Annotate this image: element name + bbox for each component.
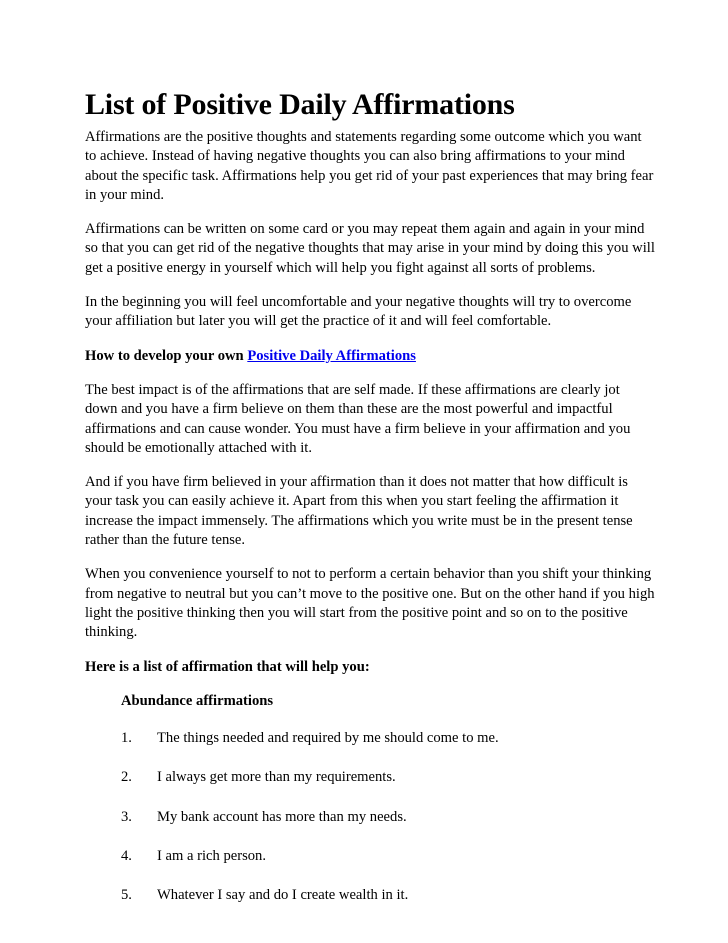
list-item — [121, 886, 655, 905]
list-item-number: 2. — [121, 769, 132, 786]
list-item — [121, 768, 655, 787]
paragraph-intro: Affirmations are the positive thoughts and statements regarding some outcome which you want to achieve. Instead of having negative thoughts you can also bring affirmations to your mind about the specific task. Affirmations help you get rid of your past experiences that may bring fear in your mind. — [85, 129, 654, 203]
document-title: List of Positive Daily Affirmations — [85, 88, 515, 121]
list-item-text: The things needed and required by me should come to me. — [157, 730, 499, 747]
paragraph-belief: And if you have firm believed in your affirmation than it does not matter that how difficult is your task you can easily achieve it. Apart from this when you start feeling the affirmation it increase the impact immensely. The affirmations which you write must be in the present tense rather than the future tense. — [85, 474, 633, 549]
list-item — [121, 808, 655, 827]
how-to-heading — [85, 347, 655, 366]
list-item-text: I am a rich person. — [157, 848, 267, 865]
list-item — [121, 847, 655, 866]
positive-affirmations-link[interactable]: Positive Daily Affirmations — [247, 347, 416, 364]
paragraph-writing: Affirmations can be written on some card or you may repeat them again and again in your mind so that you can get rid of the negative thoughts that may arise in your mind by doing this you will get a positive energy in yourself which will help you fight against all sorts of problems. — [85, 221, 655, 276]
list-item-text: I always get more than my requirements. — [157, 769, 396, 786]
list-item-number: 4. — [121, 848, 132, 865]
paragraph-behavior: When you convenience yourself to not to perform a certain behavior than you shift your thinking from negative to neutral but you can’t move to the positive one. But on the other hand if you high light the positive thinking then you will start from the positive point and so on to the positive thinking. — [85, 566, 655, 641]
paragraph-impact: The best impact is of the affirmations that are self made. If these affirmations are clearly jot down and you have a firm believe on them than these are the most powerful and impactful affirmations and can cause wonder. You must have a firm believe in your affirmation and you should be emotionally attached with it. — [85, 381, 631, 456]
list-item-number: 5. — [121, 887, 132, 904]
how-to-prefix: How to develop your own — [85, 347, 248, 364]
list-item-number: 1. — [121, 730, 132, 747]
list-item-text: My bank account has more than my needs. — [157, 808, 407, 825]
list-item-text: Whatever I say and do I create wealth in it. — [157, 887, 409, 904]
list-item-number: 3. — [121, 808, 132, 825]
paragraph-beginning: In the beginning you will feel uncomfortable and your negative thoughts will try to overcome your affiliation but later you will get the practice of it and will feel comfortable. — [85, 294, 632, 330]
document-page — [85, 88, 655, 926]
list-item — [121, 729, 655, 748]
abundance-heading: Abundance affirmations — [121, 692, 274, 709]
list-intro: Here is a list of affirmation that will help you: — [85, 658, 370, 675]
